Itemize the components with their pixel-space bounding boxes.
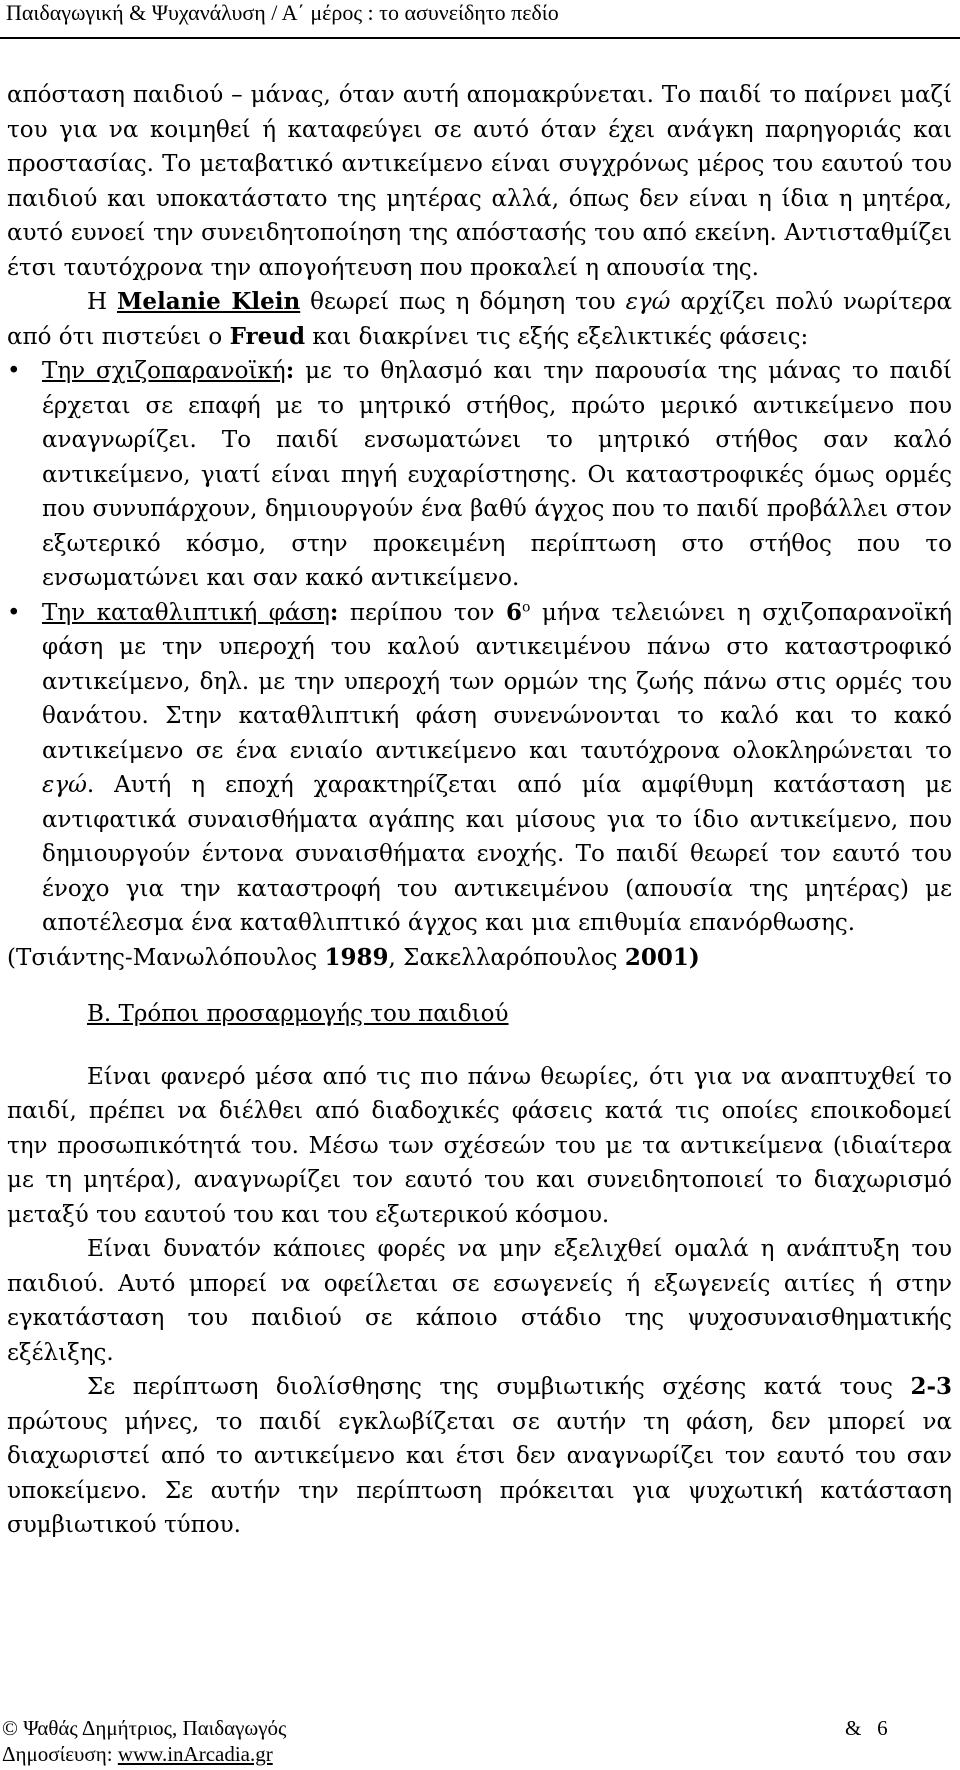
page-number: & 6	[845, 1716, 888, 1740]
section-heading: Β. Τρόποι προσαρμογής του παιδιού	[87, 1001, 509, 1027]
list-item: • Την σχιζοπαρανοϊκή: με το θηλασμό και την παρουσία της μάνας το παιδί έρχεται σε επαφή με το μητρικό στήθος, πρώτο μερικό αντικείμενο που αναγνωρίζει. Το παιδί ενσωματώνει το μητρικό στήθος σαν καλό αντικείμενο, γιατί είναι πηγή ευχαρίστησης. Οι καταστροφικές όμως ορμές που συνυπάρχουν, δημιουργούν ένα βαθύ άγχος που το παιδί προβάλλει στον εξωτερικό κόσμο, στην προκειμένη περίπτωση στο στήθος που το ενσωματώνει και σαν κακό αντικείμενο.	[7, 354, 952, 596]
publication-link[interactable]: www.inArcadia.gr	[117, 1742, 273, 1766]
page-header	[0, 0, 960, 40]
header-divider	[0, 37, 960, 39]
footer-publication: Δημοσίευση: www.inArcadia.gr	[2, 1742, 273, 1766]
author-klein: Melanie Klein	[116, 288, 301, 315]
paragraph-transitional-object: απόσταση παιδιού – μάνας, όταν αυτή απομακρύνεται. Το παιδί το παίρνει μαζί του για να κοιμηθεί ή καταφεύγει σε αυτό όταν έχει ανάγκη παρηγοριάς και προστασίας. Το μεταβατικό αντικείμενο είναι συγχρόνως μέρος του εαυτού του παιδιού και υποκατάστατο της μητέρας αλλά, όπως δεν είναι η ίδια η μητέρα, αυτό ευνοεί την συνειδητοποίηση της απόστασής του από εκείνη. Αντισταθμίζει έτσι ταυτόχρονα την απογοήτευση που προκαλεί η απουσία της.	[7, 82, 952, 281]
bullet-icon: •	[7, 599, 21, 626]
month-number: 6	[505, 598, 522, 626]
paragraph-symbiotic: Σε περίπτωση διολίσθησης της συμβιωτικής σχέσης κατά τους 2-3 πρώτους μήνες, το παιδί εγκλωβίζεται σε αυτήν τη φάση, δεν μπορεί να διαχωριστεί από το αντικείμενο και έτσι δεν αναγνωρίζει τον εαυτό του σαν υποκείμενο. Σε αυτήν την περίπτωση πρόκειται για ψυχωτική κατάσταση συμβιωτικού τύπου.	[7, 1373, 952, 1538]
paragraph-theories: Είναι φανερό μέσα από τις πιο πάνω θεωρίες, ότι για να αναπτυχθεί το παιδί, πρέπει να διέλθει από διαδοχικές φάσεις κατά τις οποίες εποικοδομεί την προσωπικότητά του. Μέσω των σχέσεών του με τα αντικείμενα (ιδιαίτερα με τη μητέρα), αναγνωρίζει τον εαυτό του και συνειδητοποιεί το διαχωρισμό μεταξύ του εαυτού του και του εξωτερικού κόσμου.	[7, 1063, 952, 1228]
list-item: • Την καταθλιπτική φάση: περίπου τον $6^o$ μήνα τελειώνει η σχιζοπαρανοϊκή φάση με την υπεροχή του καλού αντικειμένου πάνω στο καταστροφικό αντικείμενο, δηλ. με την υπεροχή των ορμών της ζωής πάνω στις ορμές του θανάτου. Στην καταθλιπτική φάση συνενώνονται το καλό και το κακό αντικείμενο σε ένα ενιαίο αντικείμενο και ταυτόχρονα ολοκληρώνεται το εγώ. Αυτή η εποχή χαρακτηρίζεται από μία αμφίθυμη κατάσταση με αντιφατικά συναισθήματα αγάπης και μίσους για το ίδιο αντικείμενο, που δημιουργούν έντονα συναισθήματα ενοχής. Το παιδί θεωρεί τον εαυτό του ένοχο για την καταστροφή του αντικειμένου (απουσία της μητέρας) με αποτέλεσμα ένα καταθλιπτικό άγχος και μια επιθυμία επανόρθωσης.	[7, 596, 952, 941]
phase-heading: Την σχιζοπαρανοϊκή	[42, 358, 286, 384]
page-footer	[0, 1715, 960, 1770]
months-range: 2-3	[910, 1373, 952, 1400]
paragraph-development: Είναι δυνατόν κάποιες φορές να μην εξελιχθεί ομαλά η ανάπτυξη του παιδιού. Αυτό μπορεί να οφείλεται σε εσωγενείς ή εξωγενείς αιτίες ή στην εγκατάσταση του παιδιού σε κάποιο στάδιο της ψυχοσυναισθηματικής εξέλιξης.	[7, 1236, 952, 1366]
term-ego: εγώ	[42, 772, 87, 798]
term-ego: εγώ	[625, 289, 671, 315]
phase-heading: Την καταθλιπτική φάση	[42, 599, 330, 626]
phases-list	[7, 354, 952, 941]
footer-author: © Ψαθάς Δημήτριος, Παιδαγωγός	[2, 1716, 287, 1740]
citation: (Τσιάντης-Μανωλόπουλος 1989, Σακελλαρόπουλος 2001)	[7, 943, 700, 971]
paragraph-klein: Η Melanie Klein θεωρεί πως η δόμηση του εγώ αρχίζει πολύ νωρίτερα από ότι πιστεύει ο Freud και διακρίνει τις εξής εξελικτικές φάσεις:	[7, 288, 953, 350]
document-body	[7, 78, 952, 1543]
header-title: Παιδαγωγική & Ψυχανάλυση / Α΄ μέρος : το ασυνείδητο πεδίο	[6, 0, 559, 25]
bullet-icon: •	[7, 358, 21, 384]
author-freud: Freud	[229, 322, 306, 350]
